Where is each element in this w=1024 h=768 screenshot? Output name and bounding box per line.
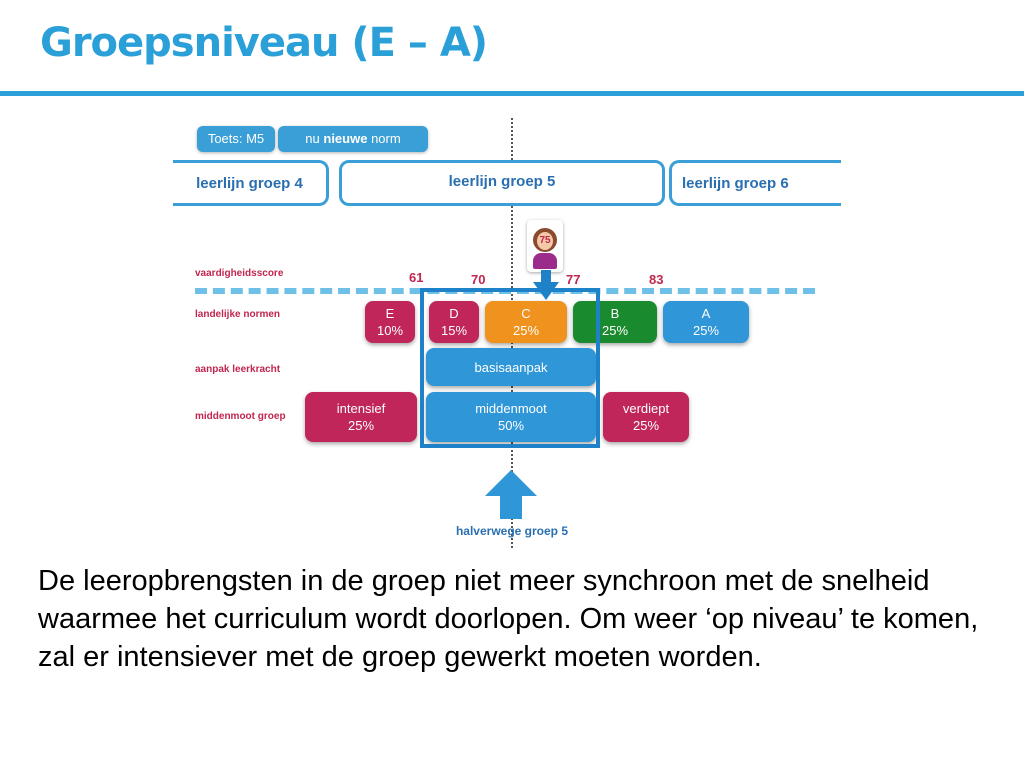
norm-pct: 25% — [601, 323, 629, 338]
basisaanpak-box: basisaanpak — [426, 348, 596, 386]
score-70: 70 — [471, 272, 486, 287]
leerlijn-groep-6: leerlijn groep 6 — [669, 160, 841, 206]
norm-pct: 25% — [692, 323, 720, 338]
group-pct: 25% — [632, 418, 660, 433]
group-box-intensief — [305, 392, 417, 442]
score-77: 77 — [566, 272, 581, 287]
norm-bold: nieuwe — [323, 131, 368, 146]
norm-letter: B — [610, 306, 620, 321]
norm-letter: C — [521, 306, 531, 321]
norm-pct: 15% — [440, 323, 468, 338]
score-83: 83 — [649, 272, 664, 287]
group-name: verdiept — [622, 401, 670, 416]
toets-badge: Toets: M5 — [197, 126, 275, 152]
halverwege-label: halverwege groep 5 — [455, 524, 569, 538]
norm-pct: 10% — [376, 323, 404, 338]
slide-title: Groepsniveau (E – A) — [40, 20, 488, 66]
title-divider — [0, 91, 1024, 96]
norm-badge — [278, 126, 428, 152]
leerlijn-groep-5: leerlijn groep 5 — [339, 160, 665, 206]
row-label-normen: landelijke normen — [195, 309, 281, 320]
body-paragraph: De leeropbrengsten in de groep niet meer synchroon met de snelheid waarmee het curriculum wordt doorlopen. Om weer ‘op niveau’ te komen, zal er intensiever met de groep gewerkt moeten worden. — [38, 565, 979, 673]
group-box-verdiept — [603, 392, 689, 442]
row-label-aanpak: aanpak leerkracht — [195, 364, 281, 375]
norm-box-a — [663, 301, 749, 343]
row-label-score: vaardigheidsscore — [195, 268, 284, 279]
norm-letter: E — [385, 306, 395, 321]
score-61: 61 — [409, 270, 424, 285]
norm-letter: D — [449, 306, 459, 321]
group-name: middenmoot — [475, 401, 547, 416]
student-shirt — [533, 253, 557, 269]
row-label-middenmoot: middenmoot groep — [195, 411, 286, 422]
norm-letter: A — [701, 306, 711, 321]
norm-prefix: nu — [305, 131, 320, 146]
group-pct: 25% — [347, 418, 375, 433]
student-score-face: 75 — [537, 232, 553, 250]
focus-frame — [420, 288, 600, 448]
norm-diagram — [187, 118, 827, 548]
norm-box-e — [365, 301, 415, 343]
group-pct: 50% — [497, 418, 525, 433]
norm-pct: 25% — [512, 323, 540, 338]
arrow-up-icon — [485, 470, 537, 520]
group-name: intensief — [336, 401, 386, 416]
leerlijn-groep-4: leerlijn groep 4 — [173, 160, 329, 206]
norm-suffix: norm — [371, 131, 401, 146]
